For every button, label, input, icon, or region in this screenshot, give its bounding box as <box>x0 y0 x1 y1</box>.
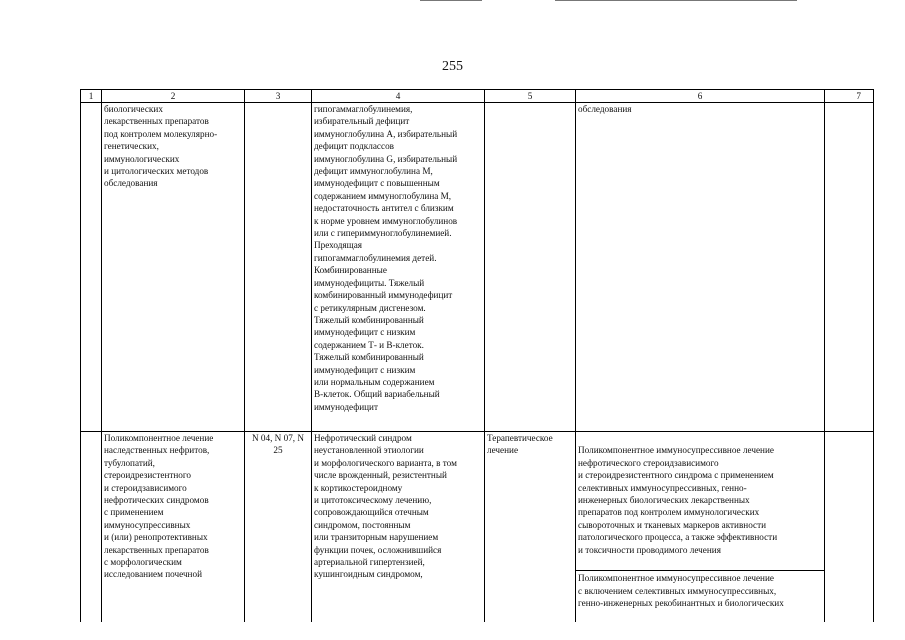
scan-edge-line <box>420 0 482 1</box>
table-cell <box>81 103 102 432</box>
table-cell: Терапевтическое лечение <box>485 432 576 623</box>
column-header: 6 <box>576 90 825 103</box>
medical-care-table <box>80 89 874 622</box>
page-number: 255 <box>442 59 463 74</box>
column-header: 5 <box>485 90 576 103</box>
table-header-row <box>81 90 874 103</box>
scan-edge-line <box>555 0 797 1</box>
treatment-method-text: Поликомпонентное иммуносупрессивное лечение нефротического стероидзависимого и стероидрезистентного синдрома с применением селективных иммуносупрессивных, генно- инженерных биологических лекарственных препаратов под контролем иммунологических сывороточных и тканевых маркеров активности патологического процесса, а также эффективности и токсичности проводимого лечения <box>578 445 778 555</box>
column-header: 3 <box>245 90 312 103</box>
table-cell: биологических лекарственных препаратов под контролем молекулярно- генетических, иммунологических и цитологических методов обследования <box>102 103 245 432</box>
table-cell: N 04, N 07, N 25 <box>245 432 312 623</box>
column-header: 2 <box>102 90 245 103</box>
table-cell <box>245 103 312 432</box>
column-header: 7 <box>825 90 874 103</box>
table-cell: обследования <box>576 103 825 432</box>
table-cell: гипогаммаглобулинемия, избирательный дефицит иммуноглобулина А, избирательный дефицит подклассов иммуноглобулина G, избирательный дефицит иммуноглобулина М, иммунодефицит с повышенным содержанием иммуноглобулина М, недостаточность антител с близким к норме уровнем иммуноглобулинов или с гипериммуноглобулинемией. Преходящая гипогаммаглобулинемия детей. Комбинированные иммунодефициты. Тяжелый комбинированный иммунодефицит с ретикулярным дисгенезом. Тяжелый комбинированный иммунодефицит с низким содержанием Т- и В-клеток. Тяжелый комбинированный иммунодефицит с низким или нормальным содержанием В-клеток. Общий вариабельный иммунодефицит <box>312 103 485 432</box>
table-cell: Нефротический синдром неустановленной этиологии и морфологического варианта, в том числе врожденный, резистентный к кортикостероидному и цитотоксическому лечению, сопровождающийся отечным синдромом, постоянным или транзиторным нарушением функции почек, осложнившийся артериальной гипертензией, кушингоидным синдромом, <box>312 432 485 623</box>
table-cell <box>825 432 874 623</box>
table-cell: Поликомпонентное лечение наследственных нефритов, тубулопатий, стероидрезистентного и стероидзависимого нефротических синдромов с применением иммуносупрессивных и (или) ренопротективных лекарственных препаратов с морфологическим исследованием почечной <box>102 432 245 623</box>
treatment-method-text: Поликомпонентное иммуносупрессивное лечение с включением селективных иммуносупрессивных, генно-инженерных рекобинантных и биологических <box>576 570 824 609</box>
column-header: 1 <box>81 90 102 103</box>
table-cell <box>576 432 825 623</box>
column-header: 4 <box>312 90 485 103</box>
table-row <box>81 103 874 432</box>
table-cell <box>825 103 874 432</box>
table-cell <box>81 432 102 623</box>
table-row <box>81 432 874 623</box>
table-cell <box>485 103 576 432</box>
